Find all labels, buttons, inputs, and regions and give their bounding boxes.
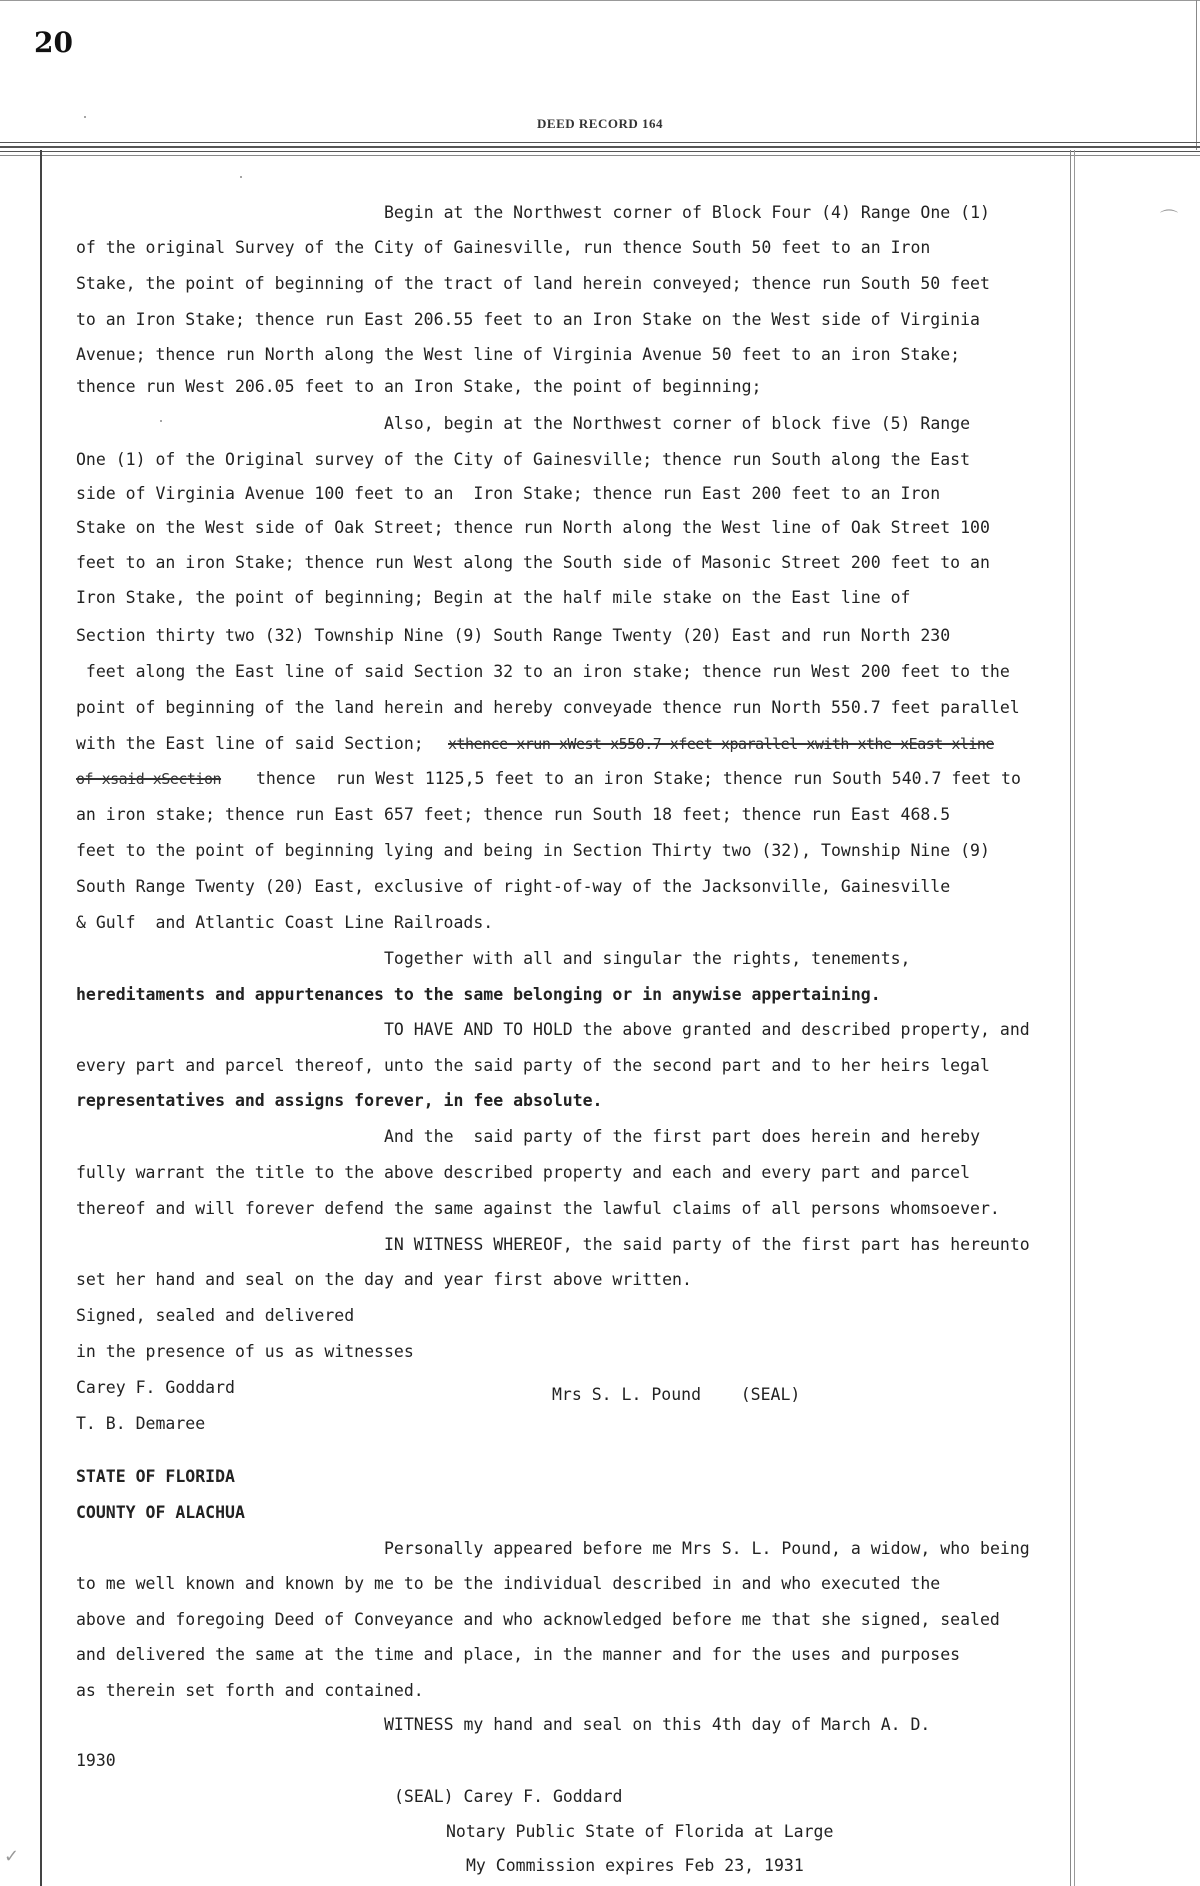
deed-text-line: thence run West 206.05 feet to an Iron Stake, the point of beginning;: [76, 377, 762, 396]
deed-text-line: Avenue; thence run North along the West line of Virginia Avenue 50 feet to an iron Stake;: [76, 345, 961, 364]
deed-text-line: TO HAVE AND TO HOLD the above granted and described property, and: [384, 1020, 1030, 1039]
deed-text-line: representatives and assigns forever, in fee absolute.: [76, 1091, 603, 1110]
left-margin-rule: [40, 150, 42, 1886]
deed-text-line: South Range Twenty (20) East, exclusive of right-of-way of the Jacksonville, Gainesville: [76, 877, 951, 896]
deed-text-line: of the original Survey of the City of Gainesville, run thence South 50 feet to an Iron: [76, 238, 931, 257]
deed-text-line: Together with all and singular the rights, tenements,: [384, 949, 911, 968]
commission-expiry: My Commission expires Feb 23, 1931: [466, 1856, 804, 1875]
notary-title: Notary Public State of Florida at Large: [446, 1822, 834, 1841]
deed-text-line: feet to the point of beginning lying and being in Section Thirty two (32), Township Nine (9): [76, 841, 990, 860]
witness-signature: Carey F. Goddard: [76, 1378, 235, 1397]
deed-text-line: point of beginning of the land herein and hereby conveyade thence run North 550.7 feet parallel: [76, 698, 1020, 717]
deed-text-line: with the East line of said Section;: [76, 734, 424, 753]
page-number: 20: [34, 26, 73, 59]
struck-text: of xsaid xSection: [76, 770, 222, 788]
deed-text-line: Stake, the point of beginning of the tract of land herein conveyed; thence run South 50 feet: [76, 274, 990, 293]
deed-text-line: hereditaments and appurtenances to the same belonging or in anywise appertaining.: [76, 985, 881, 1004]
right-margin-rule: [1074, 150, 1075, 1886]
deed-text-line: feet along the East line of said Section 32 to an iron stake; thence run West 200 feet to the: [76, 662, 1010, 681]
speck: [160, 420, 162, 422]
header-rule: [0, 142, 1200, 143]
header-rule: [0, 155, 1200, 156]
county-heading: COUNTY OF ALACHUA: [76, 1503, 245, 1522]
deed-text-line: and delivered the same at the time and place, in the manner and for the uses and purposes: [76, 1645, 961, 1664]
deed-text-line: Signed, sealed and delivered: [76, 1306, 355, 1325]
page-title: DEED RECORD 164: [537, 116, 663, 131]
date-year: 1930: [76, 1751, 116, 1770]
deed-text-line: in the presence of us as witnesses: [76, 1342, 414, 1361]
witness-signature: T. B. Demaree: [76, 1414, 206, 1433]
deed-text-line: Iron Stake, the point of beginning; Begin at the half mile stake on the East line of: [76, 588, 911, 607]
deed-text-line: thence run West 1125,5 feet to an iron Stake; thence run South 540.7 feet to: [256, 769, 1021, 788]
margin-pencil-mark: ⌒: [1160, 209, 1178, 230]
deed-text-line: Also, begin at the Northwest corner of block five (5) Range: [384, 414, 971, 433]
struck-text: xthence xrun xWest x550.7 xfeet xparallel xwith xthe xEast xline: [448, 735, 994, 753]
deed-text-line: above and foregoing Deed of Conveyance and who acknowledged before me that she signed, sealed: [76, 1610, 1000, 1629]
deed-text-line: & Gulf and Atlantic Coast Line Railroads.: [76, 913, 494, 932]
deed-text-line: an iron stake; thence run East 657 feet; thence run South 18 feet; thence run East 468.5: [76, 805, 951, 824]
header-rule: [0, 151, 1200, 152]
deed-text-line: to an Iron Stake; thence run East 206.55 feet to an Iron Stake on the West side of Virginia: [76, 310, 980, 329]
state-heading: STATE OF FLORIDA: [76, 1467, 235, 1486]
header-rule: [0, 146, 1200, 148]
top-edge-line: [0, 0, 1200, 1]
deed-text-line: fully warrant the title to the above described property and each and every part and parcel: [76, 1163, 971, 1182]
deed-text-line: One (1) of the Original survey of the City of Gainesville; thence run South along the East: [76, 450, 971, 469]
margin-pencil-mark: ✓: [4, 1846, 20, 1867]
speck: [240, 176, 242, 178]
deed-text-line: Section thirty two (32) Township Nine (9) South Range Twenty (20) East and run North 230: [76, 626, 951, 645]
deed-text-line: WITNESS my hand and seal on this 4th day of March A. D.: [384, 1715, 931, 1734]
deed-text-line: feet to an iron Stake; thence run West along the South side of Masonic Street 200 feet to an: [76, 553, 990, 572]
deed-text-line: Begin at the Northwest corner of Block Four (4) Range One (1): [384, 203, 990, 222]
deed-text-line: every part and parcel thereof, unto the said party of the second part and to her heirs legal: [76, 1056, 990, 1075]
deed-text-line: to me well known and known by me to be the individual described in and who executed the: [76, 1574, 941, 1593]
deed-text-line: IN WITNESS WHEREOF, the said party of the first part has hereunto: [384, 1235, 1030, 1254]
grantor-signature: Mrs S. L. Pound (SEAL): [552, 1385, 801, 1404]
deed-text-line: thereof and will forever defend the same against the lawful claims of all persons whomsoever.: [76, 1199, 1000, 1218]
right-margin-rule: [1070, 150, 1071, 1886]
speck: [84, 116, 86, 118]
deed-text-line: side of Virginia Avenue 100 feet to an Iron Stake; thence run East 200 feet to an Iron: [76, 484, 941, 503]
deed-text-line: set her hand and seal on the day and year first above written.: [76, 1270, 692, 1289]
deed-text-line: Personally appeared before me Mrs S. L. Pound, a widow, who being: [384, 1539, 1030, 1558]
notary-signature: (SEAL) Carey F. Goddard: [394, 1787, 623, 1806]
deed-text-line: And the said party of the first part does herein and hereby: [384, 1127, 981, 1146]
deed-text-line: as therein set forth and contained.: [76, 1681, 424, 1700]
deed-text-line: Stake on the West side of Oak Street; thence run North along the West line of Oak Street 100: [76, 518, 990, 537]
